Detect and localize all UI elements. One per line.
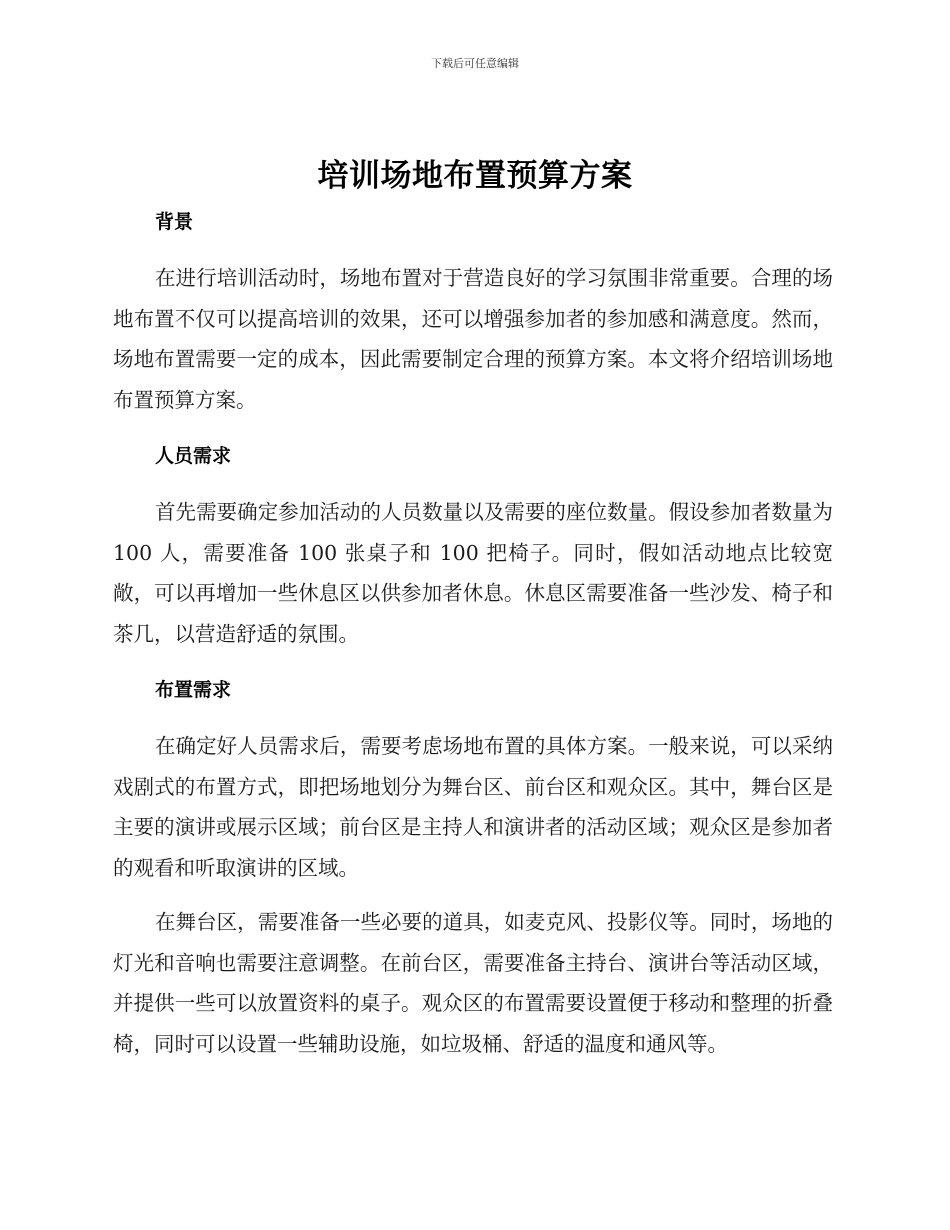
section-heading-background: 背景: [155, 211, 194, 233]
section-heading-staffing: 人员需求: [155, 445, 232, 467]
document-title: 培训场地布置预算方案: [317, 158, 633, 194]
paragraph-staffing: 首先需要确定参加活动的人员数量以及需要的座位数量。假设参加者数量为 100 人，需要准备 100 张桌子和 100 把椅子。同时，假如活动地点比较宽敞，可以再增加一些休息区以供参加者休息。休息区需要准备一些沙发、椅子和茶几，以营造舒适的氛围。: [113, 500, 833, 646]
paragraph-background: 在进行培训活动时，场地布置对于营造良好的学习氛围非常重要。合理的场地布置不仅可以提高培训的效果，还可以增强参加者的参加感和满意度。然而，场地布置需要一定的成本，因此需要制定合理的预算方案。本文将介绍培训场地布置预算方案。: [113, 266, 833, 412]
paragraph-layout-1: 在确定好人员需求后，需要考虑场地布置的具体方案。一般来说，可以采纳戏剧式的布置方式，即把场地划分为舞台区、前台区和观众区。其中，舞台区是主要的演讲或展示区域；前台区是主持人和演讲者的活动区域；观众区是参加者的观看和听取演讲的区域。: [113, 734, 833, 880]
document-body: [113, 200, 833, 1064]
page-header-note: 下载后可任意编辑: [431, 57, 519, 70]
section-heading-layout: 布置需求: [155, 679, 232, 701]
paragraph-layout-2: 在舞台区，需要准备一些必要的道具，如麦克风、投影仪等。同时，场地的灯光和音响也需要注意调整。在前台区，需要准备主持台、演讲台等活动区域，并提供一些可以放置资料的桌子。观众区的布置需要设置便于移动和整理的折叠椅，同时可以设置一些辅助设施，如垃圾桶、舒适的温度和通风等。: [113, 910, 833, 1056]
